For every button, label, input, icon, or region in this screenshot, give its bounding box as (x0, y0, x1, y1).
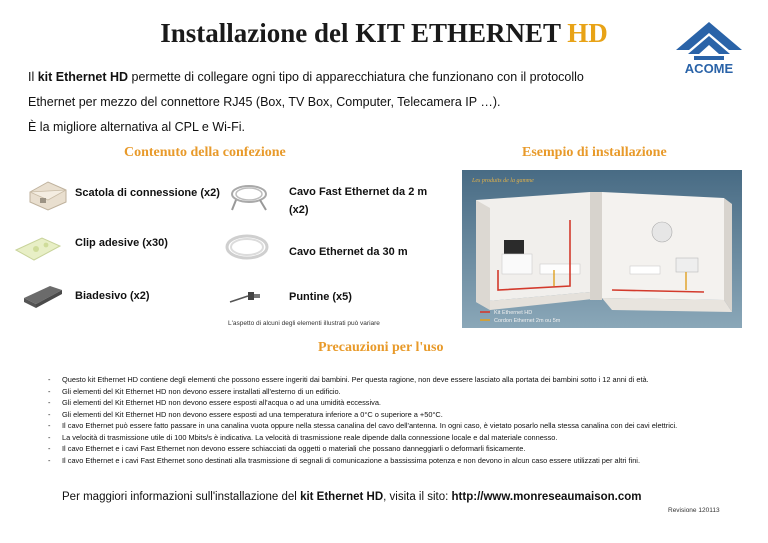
precautions-heading: Precauzioni per l'uso (318, 340, 444, 355)
title-main: Installazione del KIT ETHERNET (160, 18, 568, 48)
precaution-item: - Questo kit Ethernet HD contiene degli elementi che possono essere ingeriti dai bambini. Per questa ragione, non deve essere lasciato alla portata dei bambini sotto i 12 anni di età. (48, 374, 738, 386)
legend-cord-label: Cordon Ethernet 2m ou 5m (494, 318, 561, 324)
item-short-cable: Cavo Fast Ethernet da 2 m (289, 186, 428, 198)
revision-label: Revisione 120113 (668, 507, 720, 514)
installation-example-image (462, 170, 742, 328)
precaution-item: - Il cavo Ethernet può essere fatto passare in una canalina vuota oppure nella stessa canalina del cavo dell'antenna. In ogni caso, è vietato posarlo nella stessa canalina con dei cavi elettrici. (48, 420, 738, 432)
more-info-kit-name: kit Ethernet HD (300, 491, 384, 503)
more-info-line: Per maggiori informazioni sull'installazione del kit Ethernet HD, visita il sito: http://www.monreseaumaison.com (62, 491, 642, 503)
item-connection-box: Scatola di connessione (x2) (75, 187, 220, 199)
precaution-item: - Gli elementi del Kit Ethernet HD non devono essere esposti all'acqua o ad una umidità eccessiva. (48, 397, 738, 409)
precaution-item: - Gli elementi del Kit Ethernet HD non devono essere installati all'esterno di un edificio. (48, 386, 738, 398)
cable-coil-icon (224, 232, 270, 262)
connection-box-icon (26, 178, 70, 212)
example-caption: Les produits de la gamme (472, 178, 534, 184)
precautions-list (48, 374, 738, 466)
item-pins: Puntine (x5) (289, 291, 352, 303)
logo-graphic (672, 20, 746, 76)
pins-icon (226, 288, 266, 306)
intro-line-3: È la migliore alternativa al CPL e Wi-Fi. (28, 120, 245, 134)
double-sided-tape-icon (22, 282, 64, 308)
intro-line-2: Ethernet per mezzo del connettore RJ45 (Box, TV Box, Computer, Telecamera IP …). (28, 95, 501, 109)
website-link[interactable]: http://www.monreseaumaison.com (451, 491, 642, 503)
short-cable-icon (222, 180, 272, 214)
adhesive-clips-icon (12, 234, 64, 264)
precaution-item: - Il cavo Ethernet e i cavi Fast Ethernet non devono essere schiacciati da oggetti o materiali che possano danneggiarli o deformarli fisicamente. (48, 443, 738, 455)
legend-kit-label: Kit Ethernet HD (494, 310, 533, 316)
item-double-sided-tape: Biadesivo (x2) (75, 290, 150, 302)
page-title (0, 18, 768, 49)
precaution-item: - Il cavo Ethernet e i cavi Fast Ethernet sono destinati alla trasmissione di segnali di comunicazione a bassissima potenza e non devono in alcun caso essere utilizzati per altri fini. (48, 455, 738, 467)
item-cable-coil: Cavo Ethernet da 30 m (289, 246, 408, 258)
appearance-note: L'aspetto di alcuni degli elementi illustrati può variare (228, 320, 380, 327)
precaution-item: - La velocità di trasmissione utile di 100 Mbits/s è indicativa. La velocità di trasmissione reale dipende dalla connessione locale e dal materiale connesso. (48, 432, 738, 444)
precaution-item: - Gli elementi del Kit Ethernet HD non devono essere esposti ad una temperatura inferiore a 0°C o superiore a +50°C. (48, 409, 738, 421)
intro-kit-name: kit Ethernet HD (37, 70, 129, 84)
logo-text: ACOME (684, 61, 734, 76)
title-accent: HD (567, 18, 608, 48)
item-adhesive-clips: Clip adesive (x30) (75, 237, 168, 249)
contents-heading: Contenuto della confezione (124, 145, 286, 160)
example-heading: Esempio di installazione (522, 145, 667, 160)
intro-line-1: Il kit Ethernet HD permette di collegare ogni tipo di apparecchiatura che funzionano con il protocollo (28, 70, 584, 84)
acome-logo (672, 20, 746, 76)
item-short-cable-qty: (x2) (289, 204, 309, 216)
